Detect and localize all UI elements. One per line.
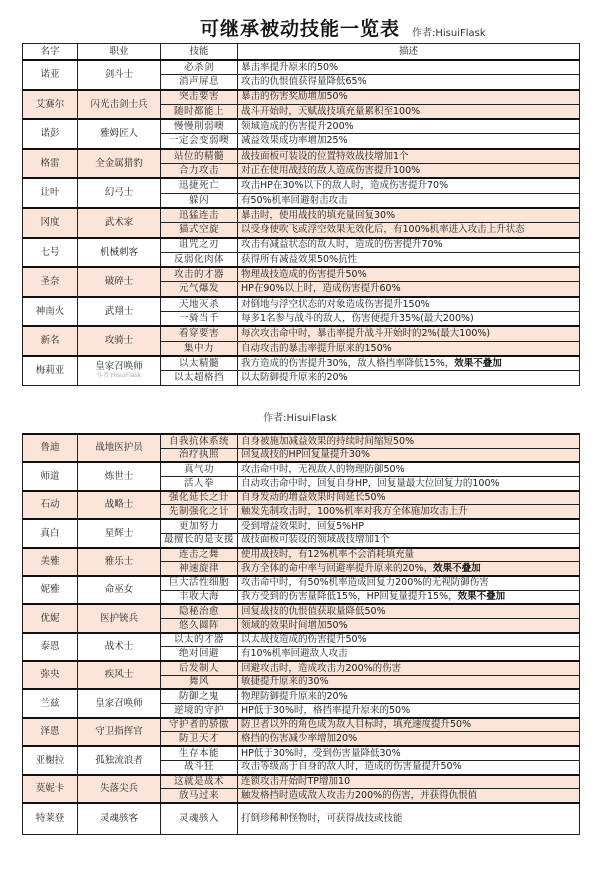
description-text: 敏捷提升原来的30%: [241, 676, 329, 688]
character-name: 泽恩: [23, 718, 78, 746]
description-text: 自身发动的增益效果时间延长50%: [241, 492, 386, 504]
character-name: 梅莉亚: [23, 356, 78, 385]
author-credit-middle: 作者:HisuiFlask: [263, 413, 337, 424]
header-desc: 描述: [238, 44, 580, 61]
skill-description: [238, 434, 580, 448]
skill-description: [238, 326, 580, 341]
job-label: 闪光击剑士兵: [90, 98, 148, 110]
table-row: [23, 119, 580, 134]
job-label: 失落尖兵: [99, 782, 138, 794]
description-text: 攻击命中时，无视敌人的物理防御50%: [241, 463, 405, 475]
description-text: HP在90%以上时，造成伤害提升60%: [241, 283, 401, 295]
skill-description: [238, 746, 580, 760]
table-row: [23, 208, 580, 223]
skill-name: 随时都能上: [161, 104, 238, 119]
character-job: [78, 576, 161, 604]
skill-description: [238, 505, 580, 519]
character-name: 莫妮卡: [23, 775, 78, 803]
skill-name: 必杀剑: [161, 60, 238, 75]
character-job: [78, 462, 161, 490]
table-row: [23, 633, 580, 647]
skill-name: 以太精髓: [161, 356, 238, 371]
skill-description: [238, 689, 580, 703]
character-job: [78, 633, 161, 661]
character-name: 妮雅: [23, 576, 78, 604]
character-job: [78, 689, 161, 717]
skill-description: [238, 356, 580, 371]
job-label: 剑斗士: [104, 69, 134, 81]
description-text: 触发先制攻击时，100%机率对我方全体施加攻击上升: [241, 506, 468, 518]
skill-description: [238, 462, 580, 476]
skill-name: 丰收大海: [161, 590, 238, 604]
skill-name: 灵魂骇入: [161, 803, 238, 835]
skill-description: [238, 341, 580, 356]
skill-name: 放马过来: [161, 789, 238, 803]
skill-name: 攻击的才器: [161, 267, 238, 282]
skill-name: 战斗狂: [161, 760, 238, 774]
character-name: 师道: [23, 462, 78, 490]
job-label: 守卫指挥官: [95, 726, 143, 738]
character-job: [78, 718, 161, 746]
job-label: 命巫女: [104, 584, 134, 596]
page-title: 可继承被动技能一览表: [200, 18, 401, 40]
description-text: 自动攻击命中时，回复自身HP，回复量最大位回复力的100%: [241, 477, 500, 489]
no-stack-note: 效果不叠加: [454, 357, 502, 369]
table-row: [23, 604, 580, 618]
table-row: [23, 661, 580, 675]
table-row: [23, 326, 580, 341]
skill-name: 迅捷死亡: [161, 178, 238, 193]
skill-description: [238, 223, 580, 238]
job-label: 武翔士: [104, 305, 134, 317]
skill-name: 以太超格挡: [161, 371, 238, 385]
skill-name: 集中力: [161, 341, 238, 356]
character-name: 新名: [23, 326, 78, 356]
character-job: [78, 90, 161, 120]
description-text: HP低于30%时，受到伤害量降低30%: [241, 747, 401, 759]
skill-description: [238, 533, 580, 547]
character-job: [78, 548, 161, 576]
description-text: 战技面板可装设的位置特效战技增加1个: [241, 150, 409, 162]
description-text: 使用战技时，有12%机率不会消耗填充量: [241, 549, 415, 561]
skill-name: 防御之鬼: [161, 689, 238, 703]
description-text: 每次攻击命中时，暴击率提升战斗开始时的2%(最大100%): [241, 328, 491, 340]
skill-description: [238, 60, 580, 75]
table-row: [23, 775, 580, 789]
character-name: 七号: [23, 238, 78, 268]
skill-name: 最擅长的是支援: [161, 533, 238, 547]
character-name: 艾赛尔: [23, 90, 78, 120]
skill-name: 先制强化之计: [161, 505, 238, 519]
description-text: 暴击率提升原来的50%: [241, 61, 339, 73]
skill-description: [238, 732, 580, 746]
description-text: 自身被施加减益效果的持续时间缩短50%: [241, 435, 415, 447]
character-job: [78, 238, 161, 268]
skill-name: 活人拳: [161, 477, 238, 491]
character-job: [78, 208, 161, 238]
skill-description: [238, 491, 580, 505]
skill-description: [238, 576, 580, 590]
character-job: [78, 267, 161, 297]
skill-description: [238, 604, 580, 618]
skill-name: 一骑当千: [161, 312, 238, 327]
skill-name: 这就是战术: [161, 775, 238, 789]
skill-name: 反弱化肉体: [161, 252, 238, 267]
character-job: [78, 326, 161, 356]
character-job: [78, 60, 161, 90]
character-name: 神南火: [23, 297, 78, 327]
description-text: 打倒珍稀种怪物时，可获得战技或技能: [241, 813, 403, 825]
character-job: [78, 149, 161, 179]
skill-description: [238, 252, 580, 267]
skill-name: 站位的精髓: [161, 149, 238, 164]
table-row: [23, 689, 580, 703]
character-name: 优妮: [23, 604, 78, 632]
skill-name: 连击之舞: [161, 548, 238, 562]
description-text: 回复战技的仇恨值获取量降低50%: [241, 605, 386, 617]
character-name: 冈度: [23, 208, 78, 238]
description-text: 攻击命中时，有50%机率造成回复力200%的无视防御伤害: [241, 577, 489, 589]
watermark: 作者 HisuiFlask: [96, 371, 142, 379]
skill-description: [238, 134, 580, 149]
description-text: 攻击HP在30%以下的敌人时，造成伤害提升70%: [241, 180, 449, 192]
job-label: 机械刺客: [99, 246, 138, 258]
skill-description: [238, 238, 580, 253]
job-label: 战术士: [104, 641, 134, 653]
description-text: 我方受到的伤害量降低15%，HP回复量提升15%，: [241, 591, 458, 603]
job-label: 雅姆匠人: [99, 128, 138, 140]
description-text: 有10%机率回避敌人攻击: [241, 647, 348, 659]
description-text: 攻击有减益状态的敌人时，造成的伤害提升70%: [241, 239, 443, 251]
skill-description: [238, 647, 580, 661]
skill-description: [238, 75, 580, 90]
character-job: [78, 297, 161, 327]
character-name: 泰恩: [23, 633, 78, 661]
description-text: 以受身使吹飞或浮空效果无效化后，有100%机率进入攻击上升状态: [241, 224, 525, 236]
skill-description: [238, 562, 580, 576]
skill-name: 自我抗体系统: [161, 434, 238, 448]
character-job: [78, 803, 161, 835]
skill-description: [238, 675, 580, 689]
header-name: 名字: [23, 44, 78, 61]
skill-description: [238, 149, 580, 164]
character-name: 格雷: [23, 149, 78, 179]
skill-description: [238, 590, 580, 604]
skill-name: 强化延长之计: [161, 491, 238, 505]
skill-description: [238, 90, 580, 105]
character-job: [78, 519, 161, 547]
skill-name: 生存本能: [161, 746, 238, 760]
description-text: 获得所有减益效果50%抗性: [241, 253, 358, 265]
job-label: 孤独流浪者: [95, 754, 143, 766]
table-row: [23, 491, 580, 505]
job-label: 医护铳兵: [99, 612, 138, 624]
job-label: 疾风士: [104, 669, 134, 681]
description-text: 对倒地与浮空状态的对象造成伤害提升150%: [241, 298, 430, 310]
skill-description: [238, 371, 580, 385]
description-text: 战斗开始时，天赋战技填充量累积至100%: [241, 105, 421, 117]
description-text: 对正在使用战技的敌人造成伤害提升100%: [241, 164, 421, 176]
table-row: [23, 149, 580, 164]
table-row: [23, 60, 580, 75]
description-text: 有50%机率回避射击攻击: [241, 194, 348, 206]
skill-description: [238, 282, 580, 297]
character-job: [78, 661, 161, 689]
skill-name: 悠久圆阵: [161, 618, 238, 632]
job-label: 幻弓士: [104, 187, 134, 199]
skill-name: 诅咒之刃: [161, 238, 238, 253]
description-text: 以太防御提升原来的20%: [241, 372, 348, 384]
skill-name: 更加努力: [161, 519, 238, 533]
job-label: 破碎士: [104, 276, 134, 288]
character-name: 让叶: [23, 178, 78, 208]
table-row: [23, 803, 580, 835]
skill-description: [238, 618, 580, 632]
skill-name: 防卫天才: [161, 732, 238, 746]
character-name: 诺亚: [23, 60, 78, 90]
skill-name: 神速旋律: [161, 562, 238, 576]
character-name: 特莱登: [23, 803, 78, 835]
skill-description: [238, 312, 580, 327]
skill-description: [238, 789, 580, 803]
character-job: [78, 604, 161, 632]
character-name: 诺彭: [23, 119, 78, 149]
skill-name: 一定会变弱噢: [161, 134, 238, 149]
table-row: [23, 356, 580, 371]
skill-description: [238, 297, 580, 312]
skill-description: [238, 704, 580, 718]
skill-description: [238, 633, 580, 647]
character-job: [78, 491, 161, 519]
character-job: [78, 746, 161, 774]
description-text: 格挡的伤害减少率增加20%: [241, 733, 358, 745]
character-job: [78, 119, 161, 149]
character-job: [78, 775, 161, 803]
description-text: 受到增益效果时，回复5%HP: [241, 520, 364, 532]
skill-name: 治疗执照: [161, 448, 238, 462]
job-label: 灵魂骇客: [99, 813, 138, 825]
skill-name: 绝对回避: [161, 647, 238, 661]
skill-name: 迅猛连击: [161, 208, 238, 223]
description-text: 触发格挡时造成敌人攻击力200%的伤害，并获得仇恨值: [241, 789, 478, 801]
character-name: 美雅: [23, 548, 78, 576]
description-text: 回避攻击时，造成攻击力200%的伤害: [241, 662, 402, 674]
job-label: 炼世士: [104, 470, 134, 482]
job-label: 武术家: [104, 217, 134, 229]
job-label: 雅乐士: [104, 555, 134, 567]
skill-description: [238, 760, 580, 774]
job-label: 皇家召唤师: [95, 361, 143, 373]
table-row: [23, 746, 580, 760]
description-text: 攻击等级高于自身的敌人时，造成的伤害量提升50%: [241, 761, 462, 773]
header-job: 职业: [78, 44, 161, 61]
skill-description: [238, 193, 580, 208]
character-name: 鲁迪: [23, 434, 78, 462]
skill-name: 躲闪: [161, 193, 238, 208]
character-job: [78, 178, 161, 208]
skill-description: [238, 519, 580, 533]
table-row: [23, 519, 580, 533]
description-text: 每多1名参与战斗的敌人，伤害便提升35%(最大200%): [241, 312, 474, 324]
skill-description: [238, 104, 580, 119]
description-text: 我方全体的命中率与回避率提升原来的20%，: [241, 562, 434, 574]
description-text: 暴击的伤害奖励增加50%: [241, 91, 348, 103]
title-bar: [0, 14, 600, 42]
skill-description: [238, 448, 580, 462]
description-text: 领域造成的伤害提升200%: [241, 121, 354, 133]
skill-description: [238, 267, 580, 282]
character-name: 兰兹: [23, 689, 78, 717]
character-name: 真白: [23, 519, 78, 547]
skill-name: 合力攻击: [161, 164, 238, 179]
description-text: 领域的效果时间增加50%: [241, 619, 348, 631]
character-job: [78, 434, 161, 462]
skill-name: 巨大活性细胞: [161, 576, 238, 590]
description-text: 我方造成的伤害提升30%，敌人格挡率降低15%，: [241, 357, 455, 369]
job-label: 全金属猎豹: [95, 157, 143, 169]
skill-name: 守护者的骄傲: [161, 718, 238, 732]
skill-name: 以太的才器: [161, 633, 238, 647]
job-label: 战略士: [104, 499, 134, 511]
description-text: 战技面板可装设的领域战技增加1个: [241, 534, 390, 546]
skill-name: 突击要害: [161, 90, 238, 105]
table-row: [23, 90, 580, 105]
table-row: [23, 238, 580, 253]
skill-description: [238, 803, 580, 835]
description-text: 自动攻击的暴击率提升原来的150%: [241, 342, 392, 354]
job-label: 皇家召唤师: [95, 697, 143, 709]
table-2-body: [23, 434, 580, 834]
skill-description: [238, 477, 580, 491]
description-text: 攻击的仇恨值获得量降低65%: [241, 76, 367, 88]
author-credit-top: 作者:HisuiFlask: [412, 28, 486, 39]
character-job: [78, 356, 161, 385]
no-stack-note: 效果不叠加: [433, 562, 481, 574]
table-row: [23, 718, 580, 732]
skill-description: [238, 718, 580, 732]
description-text: 物理战技造成的伤害提升50%: [241, 269, 367, 281]
skill-description: [238, 208, 580, 223]
skill-name: 天地灭杀: [161, 297, 238, 312]
table-1-body: [23, 60, 580, 385]
job-label: 战地医护员: [95, 442, 143, 454]
table-row: [23, 548, 580, 562]
skill-name: 隐秘治愈: [161, 604, 238, 618]
table-row: [23, 178, 580, 193]
table-row: [23, 462, 580, 476]
skill-name: 元气爆发: [161, 282, 238, 297]
skills-table-1: [22, 43, 580, 386]
character-name: 亚榭拉: [23, 746, 78, 774]
description-text: 回复战技的HP回复量提升30%: [241, 449, 370, 461]
table-row: [23, 434, 580, 448]
skill-name: 看穿要害: [161, 326, 238, 341]
skill-description: [238, 119, 580, 134]
table-row: [23, 267, 580, 282]
description-text: 物理防御提升原来的20%: [241, 690, 348, 702]
description-text: 连锁攻击开始时TP增加10: [241, 776, 351, 788]
job-label: 攻骑士: [104, 335, 134, 347]
description-text: HP低于30%时，格挡率提升原来的50%: [241, 704, 411, 716]
description-text: 以太战技造成的伤害提升50%: [241, 634, 367, 646]
skill-description: [238, 661, 580, 675]
character-name: 圣奈: [23, 267, 78, 297]
job-label: 星辉士: [104, 527, 134, 539]
no-stack-note: 效果不叠加: [457, 591, 506, 603]
character-name: 弥央: [23, 661, 78, 689]
skill-description: [238, 164, 580, 179]
skill-description: [238, 178, 580, 193]
table-row: [23, 297, 580, 312]
description-text: 减益效果成功率增加25%: [241, 135, 348, 147]
description-text: 暴击时，使用战技的填充量回复30%: [241, 209, 396, 221]
skills-table-2: [22, 433, 580, 835]
description-text: 防卫者以外的角色成为敌人目标时，填充速度提升50%: [241, 719, 472, 731]
header-skill: 技能: [161, 44, 238, 61]
skill-name: 慢慢削弱噢: [161, 119, 238, 134]
character-name: 石动: [23, 491, 78, 519]
skill-name: 消声屏息: [161, 75, 238, 90]
skill-description: [238, 775, 580, 789]
table-header-row: [23, 44, 580, 61]
skill-name: 舞风: [161, 675, 238, 689]
table-row: [23, 576, 580, 590]
skill-description: [238, 548, 580, 562]
skill-name: 后发制人: [161, 661, 238, 675]
skill-name: 猫式空旋: [161, 223, 238, 238]
skill-name: 逆境的守护: [161, 704, 238, 718]
skill-name: 真气功: [161, 462, 238, 476]
